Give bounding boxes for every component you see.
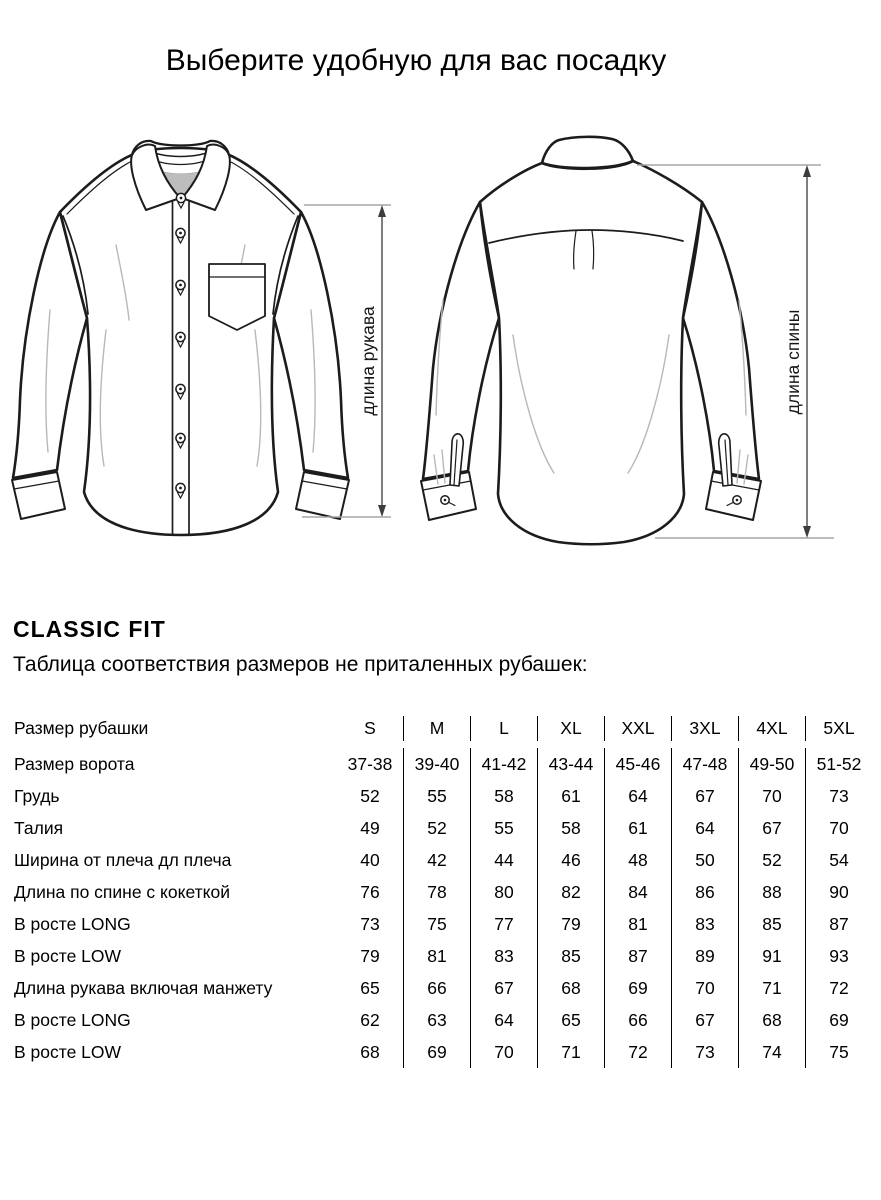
size-value: 71 [537,1036,604,1068]
size-value: 67 [738,812,805,844]
size-value: 73 [671,1036,738,1068]
size-value: 55 [403,780,470,812]
table-row [14,716,872,741]
size-value: 70 [805,812,872,844]
size-value: 89 [671,940,738,972]
size-value: 64 [470,1004,537,1036]
size-value: 85 [537,940,604,972]
back-left-cuff [421,472,476,520]
size-value: M [403,716,470,741]
size-value: 52 [360,785,380,806]
size-value: 74 [738,1036,805,1068]
size-value: 40 [360,849,380,870]
size-value: 49 [360,817,380,838]
size-value: 91 [738,940,805,972]
table-row [14,1004,872,1036]
size-value: 83 [470,940,537,972]
size-value: 85 [738,908,805,940]
size-value: 83 [671,908,738,940]
table-row [14,748,872,780]
row-label: Длина по спине с кокеткой [14,881,231,902]
size-value: 70 [671,972,738,1004]
table-row [14,940,872,972]
size-value: 61 [604,812,671,844]
size-value: 93 [805,940,872,972]
size-value: 75 [403,908,470,940]
size-value: 67 [671,1004,738,1036]
size-value: 67 [470,972,537,1004]
size-value: 82 [537,876,604,908]
row-label: Размер ворота [14,753,135,774]
size-table [14,716,872,1068]
table-row [14,908,872,940]
size-value: 77 [470,908,537,940]
size-value: 73 [805,780,872,812]
shirt-front-drawing [12,141,349,535]
size-value: L [470,716,537,741]
size-value: 72 [805,972,872,1004]
shirt-back-drawing [421,137,761,544]
size-value: XL [537,716,604,741]
table-caption: Таблица соответствия размеров не приталенных рубашек: [13,653,588,676]
front-left-cuff [12,472,65,519]
size-value: 79 [360,945,380,966]
size-value: XXL [604,716,671,741]
size-value: 69 [805,1004,872,1036]
size-value: 66 [403,972,470,1004]
size-value: 43-44 [537,748,604,780]
fit-heading: CLASSIC FIT [13,616,166,642]
size-value: 54 [805,844,872,876]
front-chest-pocket [209,264,265,330]
row-label: В росте LOW [14,945,122,966]
table-row [14,1036,872,1068]
size-value: 48 [604,844,671,876]
size-value: 62 [360,1009,380,1030]
size-value: 67 [671,780,738,812]
divider-gap-row [14,741,872,748]
row-label: Длина рукава включая манжету [14,977,273,998]
row-label: В росте LONG [14,913,131,934]
size-value: 52 [738,844,805,876]
size-value: 55 [470,812,537,844]
row-label: В росте LONG [14,1009,131,1030]
size-value: 84 [604,876,671,908]
table-row [14,780,872,812]
back-collar [542,137,633,168]
size-value: 4XL [738,716,805,741]
size-value: 66 [604,1004,671,1036]
back-length-label: длина спины [783,309,803,415]
size-value: 63 [403,1004,470,1036]
size-value: 64 [604,780,671,812]
table-row [14,876,872,908]
size-value: 68 [537,972,604,1004]
size-value: 70 [470,1036,537,1068]
size-value: 58 [537,812,604,844]
arrow-down-icon [378,505,386,517]
size-value: 3XL [671,716,738,741]
size-value: 69 [604,972,671,1004]
back-body [480,161,702,544]
size-value: S [364,718,376,738]
size-value: 75 [805,1036,872,1068]
size-value: 46 [537,844,604,876]
size-value: 64 [671,812,738,844]
row-label: Талия [14,817,64,838]
size-value: 80 [470,876,537,908]
size-value: 73 [360,913,380,934]
size-value: 76 [360,881,380,902]
size-value: 87 [604,940,671,972]
size-value: 65 [360,977,380,998]
row-label: Размер рубашки [14,718,149,738]
size-value: 81 [604,908,671,940]
size-value: 68 [360,1041,380,1062]
size-value: 72 [604,1036,671,1068]
size-value: 70 [738,780,805,812]
size-value: 39-40 [403,748,470,780]
size-value: 86 [671,876,738,908]
page-title: Выберите удобную для вас посадку [165,44,667,77]
size-value: 81 [403,940,470,972]
size-value: 47-48 [671,748,738,780]
size-value: 58 [470,780,537,812]
size-value: 78 [403,876,470,908]
size-table-body [14,716,872,1068]
size-value: 37-38 [347,753,393,774]
size-value: 87 [805,908,872,940]
row-label: Грудь [14,785,60,806]
size-value: 41-42 [470,748,537,780]
size-value: 65 [537,1004,604,1036]
table-row [14,972,872,1004]
sleeve-length-label: длина рукава [358,306,378,416]
size-value: 52 [403,812,470,844]
size-value: 5XL [805,716,872,741]
row-label: В росте LOW [14,1041,122,1062]
size-value: 90 [805,876,872,908]
table-row [14,812,872,844]
arrow-up-icon [803,165,811,177]
size-value: 42 [403,844,470,876]
size-value: 88 [738,876,805,908]
size-value: 61 [537,780,604,812]
size-value: 50 [671,844,738,876]
size-value: 49-50 [738,748,805,780]
arrow-down-icon [803,526,811,538]
row-label: Ширина от плеча дл плеча [14,849,232,870]
size-value: 51-52 [805,748,872,780]
arrow-up-icon [378,205,386,217]
size-value: 44 [470,844,537,876]
size-value: 71 [738,972,805,1004]
size-value: 69 [403,1036,470,1068]
back-right-cuff [706,472,761,520]
front-right-cuff [296,472,349,519]
table-row [14,844,872,876]
size-value: 68 [738,1004,805,1036]
size-value: 79 [537,908,604,940]
size-value: 45-46 [604,748,671,780]
